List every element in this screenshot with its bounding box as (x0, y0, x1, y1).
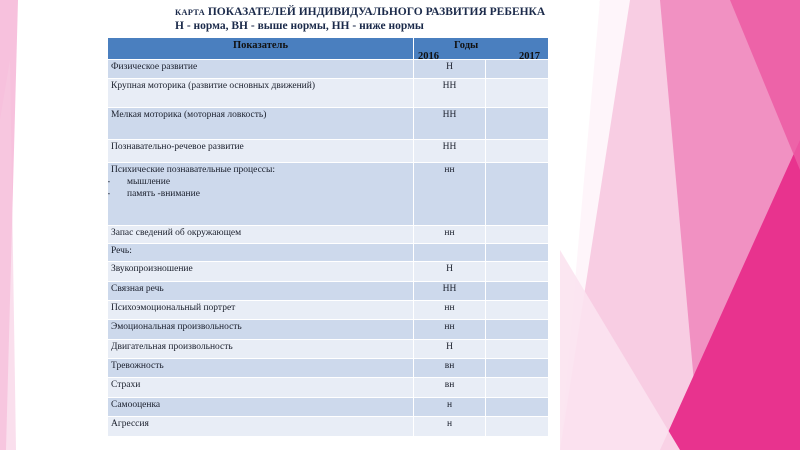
table-row (108, 282, 549, 301)
value-2017 (486, 417, 549, 437)
table-row (108, 140, 549, 163)
subitem-list (111, 176, 410, 200)
header-indicator: Показатель (108, 38, 414, 60)
table-row (108, 359, 549, 378)
table-row (108, 320, 549, 340)
table-row (108, 163, 549, 226)
card-title-main: ПОКАЗАТЕЛЕЙ ИНДИВИДУАЛЬНОГО РАЗВИТИЯ РЕБЕНКА (207, 6, 546, 18)
row-label: Звукопроизношение (108, 262, 414, 282)
table-row (108, 244, 549, 262)
table-row (108, 108, 549, 140)
table-row (108, 226, 549, 244)
table-row (108, 417, 549, 437)
value-2017 (486, 320, 549, 340)
subitem: - мышление (111, 176, 410, 188)
value-2016: н (414, 417, 486, 437)
value-2017 (486, 398, 549, 417)
value-2017 (486, 163, 549, 226)
value-2016: Н (414, 262, 486, 282)
row-label: Мелкая моторика (моторная ловкость) (108, 108, 414, 140)
row-label: Психические познавательные процессы: (111, 165, 276, 175)
value-2017 (486, 226, 549, 244)
value-2016: НН (414, 79, 486, 108)
row-label: Эмоциональная произвольность (108, 320, 414, 340)
value-2016: Н (414, 60, 486, 79)
value-2017 (486, 262, 549, 282)
table-row (108, 301, 549, 320)
value-2017 (486, 244, 549, 262)
value-2016: нн (414, 320, 486, 340)
value-2016: нн (414, 163, 486, 226)
legend-text: Н - норма, ВН - выше нормы, НН - ниже нормы (175, 20, 424, 32)
row-label: Речь: (108, 244, 414, 262)
value-2016: н (414, 398, 486, 417)
table-row (108, 262, 549, 282)
value-2017 (486, 378, 549, 398)
subitem: - память -внимание (111, 188, 410, 200)
row-label: Связная речь (108, 282, 414, 301)
value-2017 (486, 140, 549, 163)
table-row (108, 60, 549, 79)
card-title-block (175, 5, 545, 33)
row-label: Физическое развитие (108, 60, 414, 79)
value-2016: НН (414, 108, 486, 140)
row-label-with-subitems (108, 163, 414, 226)
value-2016: НН (414, 282, 486, 301)
row-label: Познавательно-речевое развитие (108, 140, 414, 163)
row-label: Запас сведений об окружающем (108, 226, 414, 244)
value-2017 (486, 79, 549, 108)
row-label: Страхи (108, 378, 414, 398)
table-row (108, 340, 549, 359)
header-years (414, 38, 549, 60)
value-2017 (486, 108, 549, 140)
value-2016: НН (414, 140, 486, 163)
header-years-label: Годы (454, 40, 479, 51)
value-2016: вн (414, 378, 486, 398)
value-2017 (486, 60, 549, 79)
card-title (175, 5, 545, 19)
header-year-2016: 2016 (418, 51, 439, 60)
header-year-2017: 2017 (519, 51, 540, 60)
value-2017 (486, 359, 549, 378)
value-2016 (414, 244, 486, 262)
row-label: Агрессия (108, 417, 414, 437)
value-2017 (486, 340, 549, 359)
value-2017 (486, 282, 549, 301)
row-label: Самооценка (108, 398, 414, 417)
table-header-row (108, 38, 549, 60)
card-title-prefix: КАРТА (175, 7, 205, 17)
row-label: Психоэмоциональный портрет (108, 301, 414, 320)
row-label: Тревожность (108, 359, 414, 378)
value-2016: вн (414, 359, 486, 378)
value-2016: нн (414, 226, 486, 244)
value-2016: Н (414, 340, 486, 359)
development-indicators-table (107, 37, 549, 437)
table-row (108, 398, 549, 417)
row-label: Крупная моторика (развитие основных движений) (108, 79, 414, 108)
value-2016: нн (414, 301, 486, 320)
row-label: Двигательная произвольность (108, 340, 414, 359)
table-row (108, 378, 549, 398)
value-2017 (486, 301, 549, 320)
table-row (108, 79, 549, 108)
